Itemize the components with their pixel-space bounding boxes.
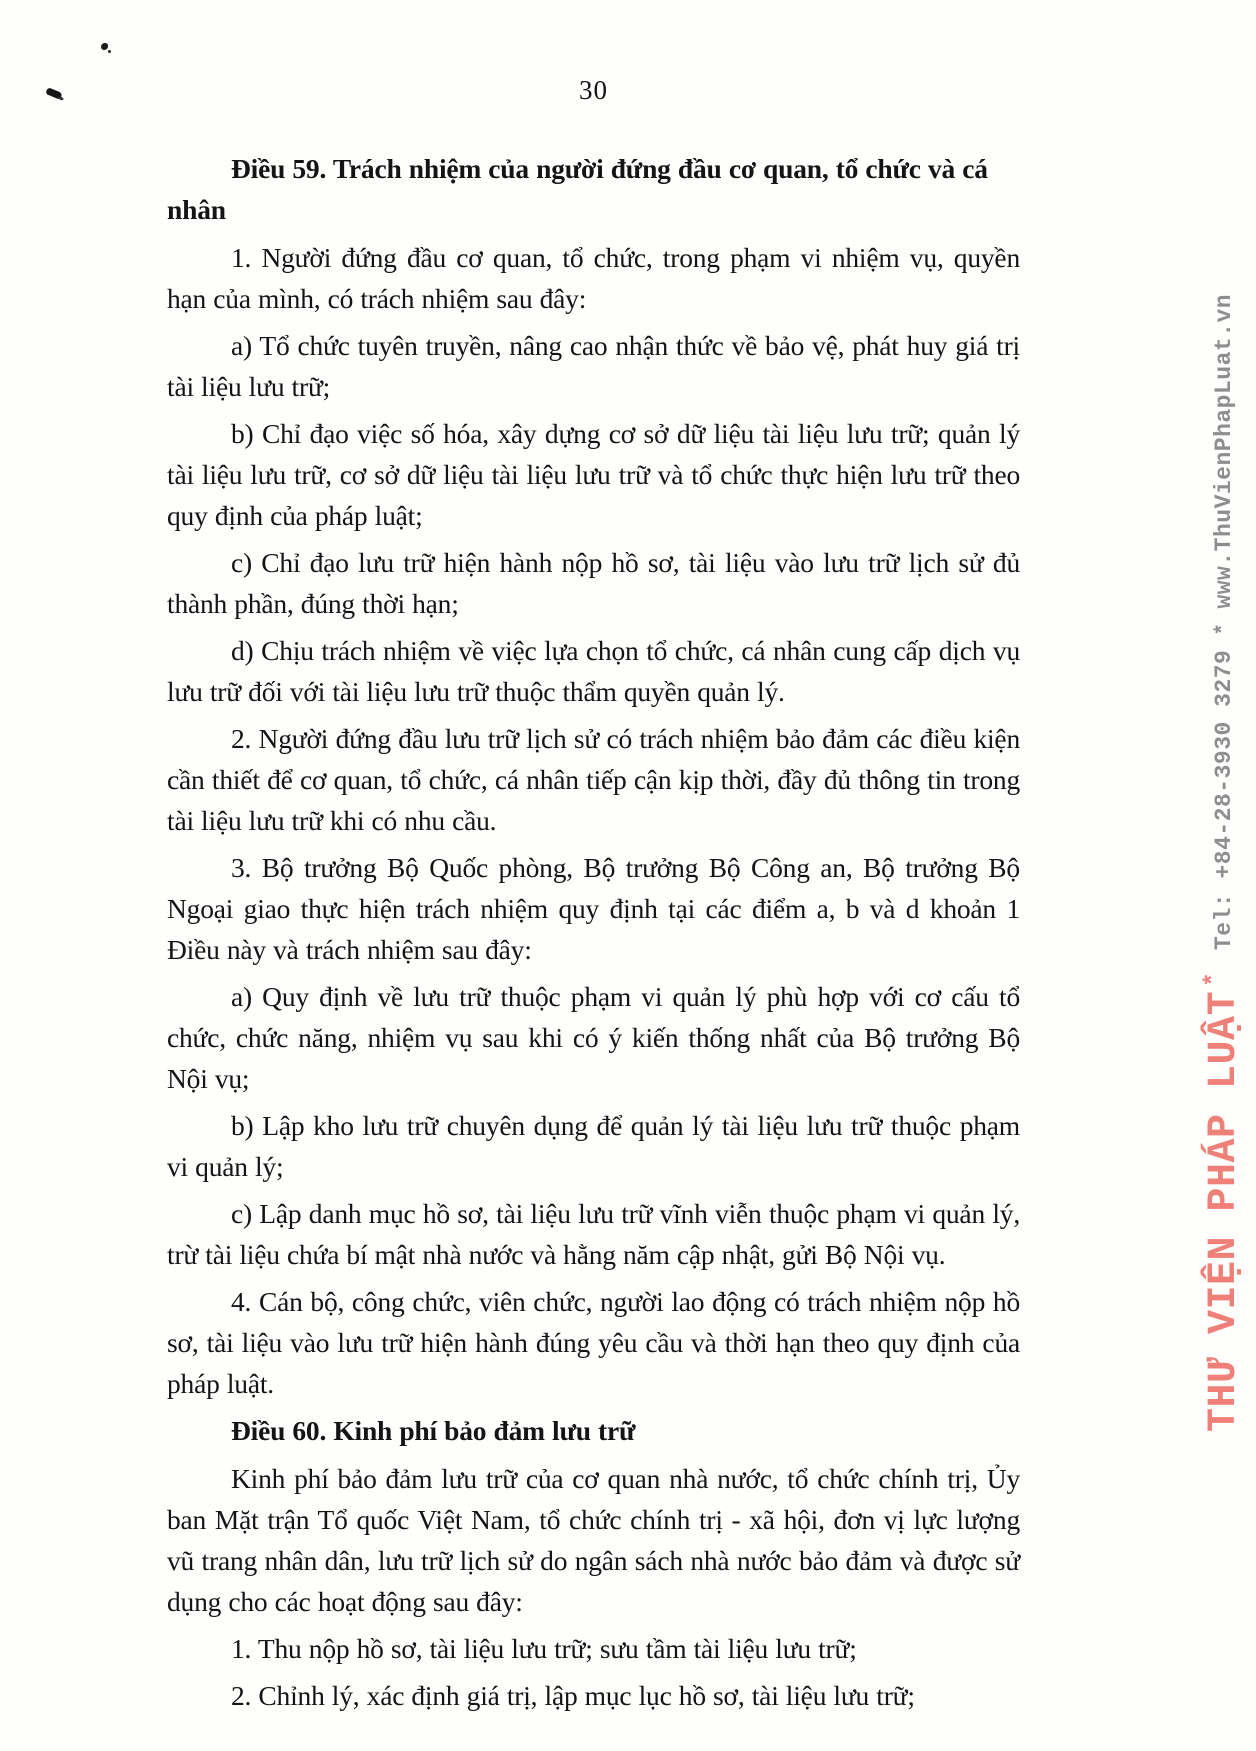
point-3c: c) Lập danh mục hồ sơ, tài liệu lưu trữ vĩnh viễn thuộc phạm vi quản lý, trừ tài liệu chứa bí mật nhà nước và hằng năm cập nhật, gửi Bộ Nội vụ. [167, 1198, 1020, 1270]
clause-3: 3. Bộ trưởng Bộ Quốc phòng, Bộ trưởng Bộ Công an, Bộ trưởng Bộ Ngoại giao thực hiện trách nhiệm quy định tại các điểm a, b và d khoản 1 Điều này và trách nhiệm sau đây: [167, 852, 1020, 965]
clause-4: 4. Cán bộ, công chức, viên chức, người lao động có trách nhiệm nộp hồ sơ, tài liệu vào lưu trữ hiện hành đúng yêu cầu và thời hạn theo quy định của pháp luật. [167, 1286, 1020, 1399]
article-60-intro: Kinh phí bảo đảm lưu trữ của cơ quan nhà nước, tổ chức chính trị, Ủy ban Mặt trận Tổ quốc Việt Nam, tổ chức chính trị - xã hội, đơn vị lực lượng vũ trang nhân dân, lưu trữ lịch sử do ngân sách nhà nước bảo đảm và được sử dụng cho các hoạt động sau đây: [167, 1463, 1020, 1617]
article-60-heading: Điều 60. Kinh phí bảo đảm lưu trữ [231, 1415, 636, 1446]
page-number: 30 [579, 75, 608, 105]
thuvienphapluat-watermark [1196, 293, 1252, 1432]
point-3b: b) Lập kho lưu trữ chuyên dụng để quản lý tài liệu lưu trữ thuộc phạm vi quản lý; [167, 1110, 1020, 1182]
clause-1: 1. Người đứng đầu cơ quan, tổ chức, trong phạm vi nhiệm vụ, quyền hạn của mình, có trách nhiệm sau đây: [167, 242, 1020, 314]
watermark-phone-text: Tel: +84-28-3930 3279 [1211, 649, 1237, 951]
point-1b: b) Chỉ đạo việc số hóa, xây dựng cơ sở dữ liệu tài liệu lưu trữ; quản lý tài liệu lưu trữ, cơ sở dữ liệu tài liệu lưu trữ và tổ chức thực hiện lưu trữ theo quy định của pháp luật; [167, 418, 1020, 531]
watermark-brand-asterisk: * [1201, 972, 1228, 987]
article-59-heading: Điều 59. Trách nhiệm của người đứng đầu cơ quan, tổ chức và cá nhân [167, 153, 988, 225]
article-60-item-1: 1. Thu nộp hồ sơ, tài liệu lưu trữ; sưu tầm tài liệu lưu trữ; [231, 1633, 857, 1664]
point-1c: c) Chỉ đạo lưu trữ hiện hành nộp hồ sơ, tài liệu vào lưu trữ lịch sử đủ thành phần, đúng thời hạn; [167, 547, 1020, 619]
point-1a: a) Tổ chức tuyên truyền, nâng cao nhận thức về bảo vệ, phát huy giá trị tài liệu lưu trữ; [167, 330, 1020, 402]
point-3a: a) Quy định về lưu trữ thuộc phạm vi quản lý phù hợp với cơ cấu tổ chức, chức năng, nhiệm vụ sau khi có ý kiến thống nhất của Bộ trưởng Bộ Nội vụ; [167, 981, 1020, 1094]
article-60-item-2: 2. Chỉnh lý, xác định giá trị, lập mục lục hồ sơ, tài liệu lưu trữ; [231, 1680, 915, 1711]
ink-speck [45, 87, 62, 99]
ink-speck [101, 43, 108, 50]
watermark-website-text: www.ThuVienPhapLuat.vn [1211, 293, 1237, 609]
point-1d: d) Chịu trách nhiệm về việc lựa chọn tổ chức, cá nhân cung cấp dịch vụ lưu trữ đối với tài liệu lưu trữ thuộc thẩm quyền quản lý. [167, 635, 1020, 707]
watermark-separator-asterisk: * [1212, 622, 1236, 636]
document-body [167, 74, 1020, 1722]
clause-2: 2. Người đứng đầu lưu trữ lịch sử có trách nhiệm bảo đảm các điều kiện cần thiết để cơ quan, tổ chức, cá nhân tiếp cận kịp thời, đầy đủ thông tin trong tài liệu lưu trữ khi có nhu cầu. [167, 723, 1020, 836]
watermark-brand-text: THƯ VIỆN PHÁP LUẬT* [1201, 972, 1247, 1432]
